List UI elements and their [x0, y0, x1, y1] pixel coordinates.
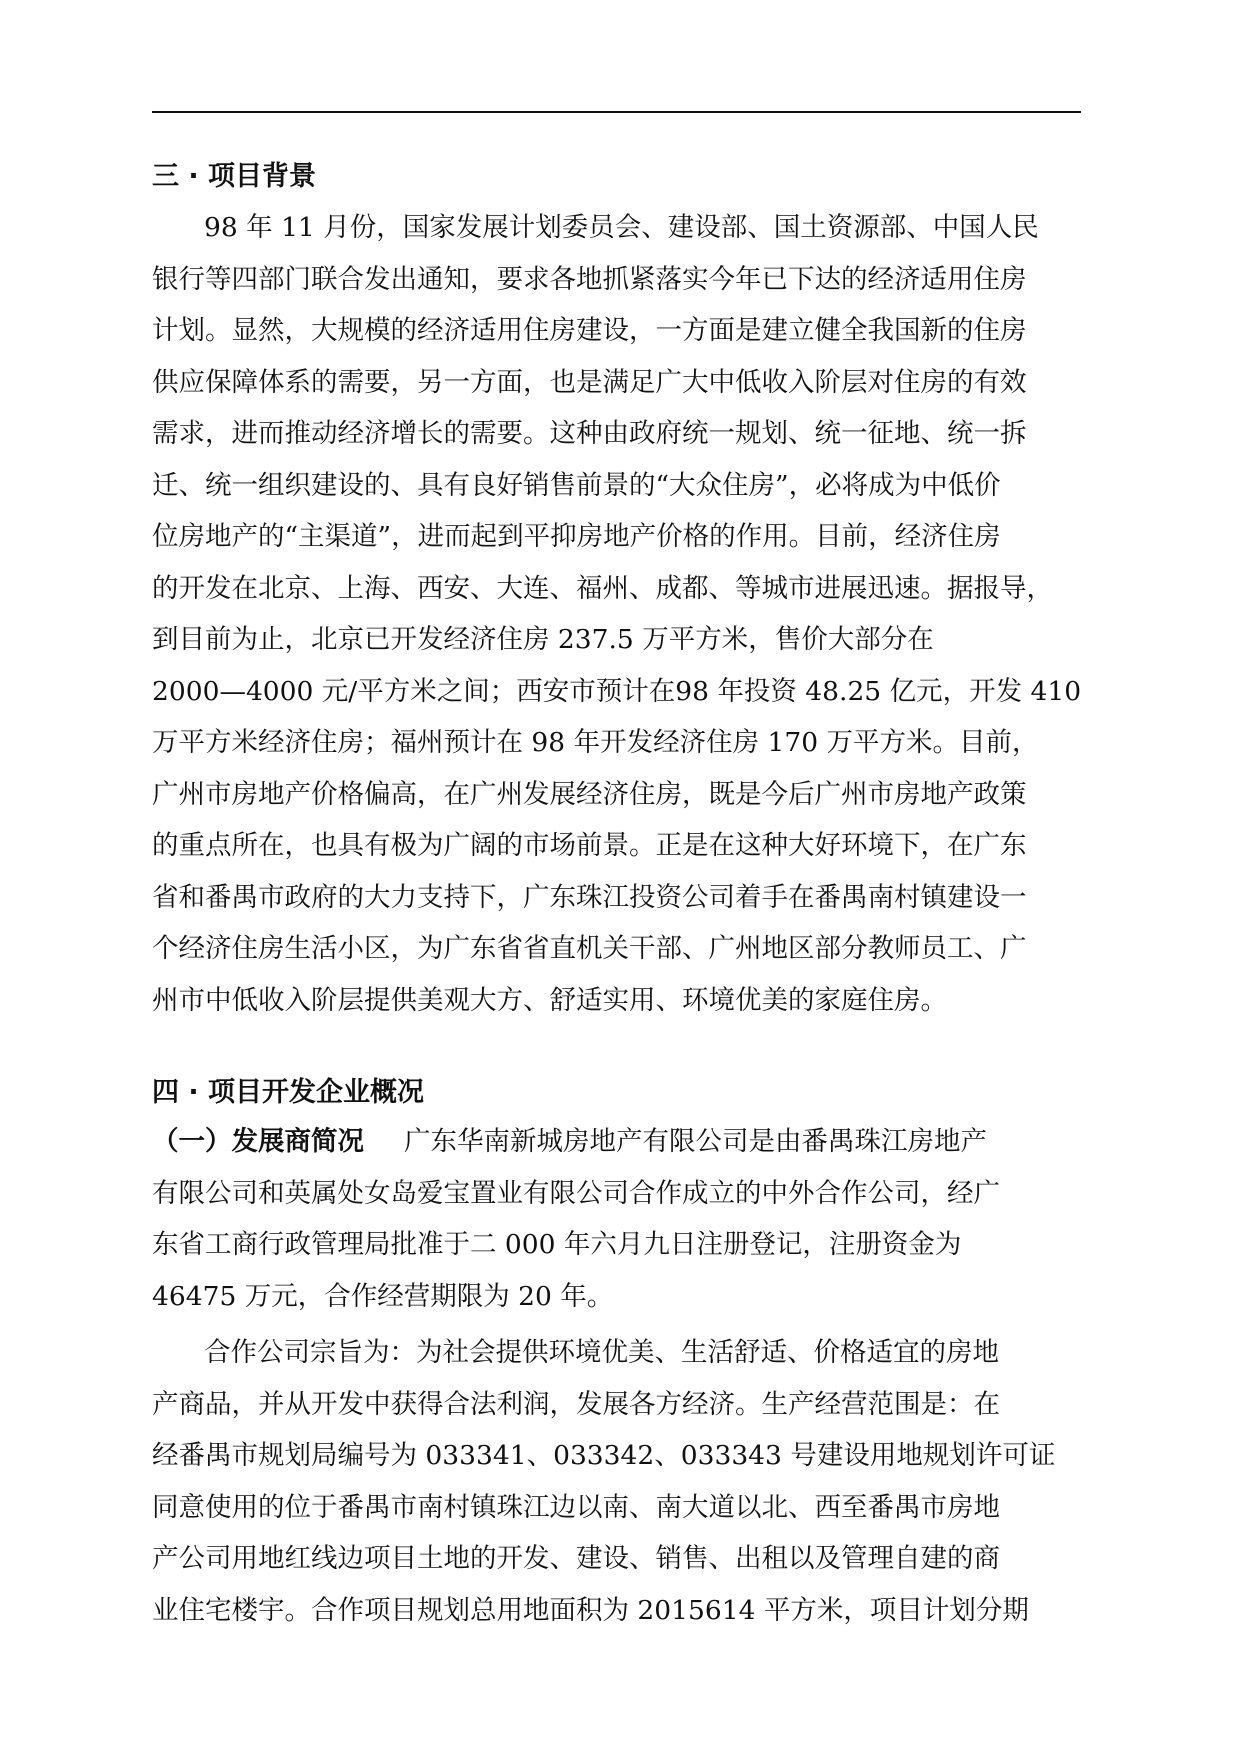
- text-line: 银行等四部门联合发出通知，要求各地抓紧落实今年已下达的经济适用住房: [152, 263, 1027, 295]
- text-line: 万平方米经济住房；福州预计在 98 年开发经济住房 170 万平方米。目前，: [152, 727, 1039, 758]
- text-line: 供应保障体系的需要，另一方面，也是满足广大中低收入阶层对住房的有效: [152, 366, 1027, 398]
- text-line: 迁、统一组织建设的、具有良好销售前景的“大众住房”，必将成为中低价: [152, 469, 1001, 501]
- text-line: 东省工商行政管理局批准于二 000 年六月九日注册登记，注册资金为: [152, 1229, 962, 1260]
- text-line: 经番禺市规划局编号为 033341、033342、033343 号建设用地规划许可证: [152, 1440, 1056, 1471]
- paragraph-developer-intro: [152, 1116, 1092, 1322]
- section-heading-developer-overview: 四 · 项目开发企业概况: [152, 1077, 425, 1108]
- header-rule: [152, 111, 1081, 113]
- sub-heading-developer: （一）发展商简况: [152, 1126, 364, 1157]
- text-line: 的重点所在，也具有极为广阔的市场前景。正是在这种大好环境下，在广东: [152, 830, 1027, 861]
- text-line: 省和番禺市政府的大力支持下，广东珠江投资公司着手在番禺南村镇建设一: [152, 881, 1027, 913]
- text-line: 产商品，并从开发中获得合法利润，发展各方经济。生产经营范围是：在: [152, 1388, 1000, 1420]
- text-line: 98 年 11 月份，国家发展计划委员会、建设部、国土资源部、中国人民: [204, 212, 1039, 243]
- text-line: 州市中低收入阶层提供美观大方、舒适实用、环境优美的家庭住房。: [152, 984, 947, 1016]
- text-line: [152, 1116, 1092, 1168]
- text-line: 需求，进而推动经济增长的需要。这种由政府统一规划、统一征地、统一拆: [152, 418, 1027, 449]
- paragraph-company-purpose: [152, 1327, 1092, 1636]
- text-line: 的开发在北京、上海、西安、大连、福州、成都、等城市进展迅速。据报导，: [152, 572, 1053, 604]
- section-heading-project-background: 三 · 项目背景: [152, 161, 317, 192]
- text-line: 46475 万元，合作经营期限为 20 年。: [152, 1280, 614, 1312]
- text-line: 有限公司和英属处女岛爱宝置业有限公司合作成立的中外合作公司，经广: [152, 1177, 1000, 1209]
- text-line: 位房地产的“主渠道”，进而起到平抑房地产价格的作用。目前，经济住房: [152, 521, 1001, 552]
- text-line: 计划。显然，大规模的经济适用住房建设，一方面是建立健全我国新的住房: [152, 315, 1027, 346]
- text-line: 到目前为止，北京已开发经济住房 237.5 万平方米，售价大部分在: [152, 624, 934, 655]
- text-line: 个经济住房生活小区，为广东省省直机关干部、广州地区部分教师员工、广: [152, 933, 1027, 964]
- text-line: 产公司用地红线边项目土地的开发、建设、销售、出租以及管理自建的商: [152, 1543, 1000, 1574]
- text-line: 同意使用的位于番禺市南村镇珠江边以南、南大道以北、西至番禺市房地: [152, 1491, 1000, 1523]
- text-line: 广州市房地产价格偏高，在广州发展经济住房，既是今后广州市房地产政策: [152, 778, 1027, 810]
- document-body: [152, 160, 1092, 1636]
- paragraph-project-background: [152, 202, 1092, 1026]
- text-line: 合作公司宗旨为：为社会提供环境优美、生活舒适、价格适宜的房地: [204, 1337, 999, 1368]
- text-run: 广东华南新城房地产有限公司是由番禺珠江房地产: [404, 1126, 987, 1157]
- text-line: 业住宅楼宇。合作项目规划总用地面积为 2015614 平方米，项目计划分期: [152, 1594, 1029, 1626]
- text-line: 2000—4000 元/平方米之间；西安市预计在98 年投资 48.25 亿元，开发 410: [152, 675, 1082, 707]
